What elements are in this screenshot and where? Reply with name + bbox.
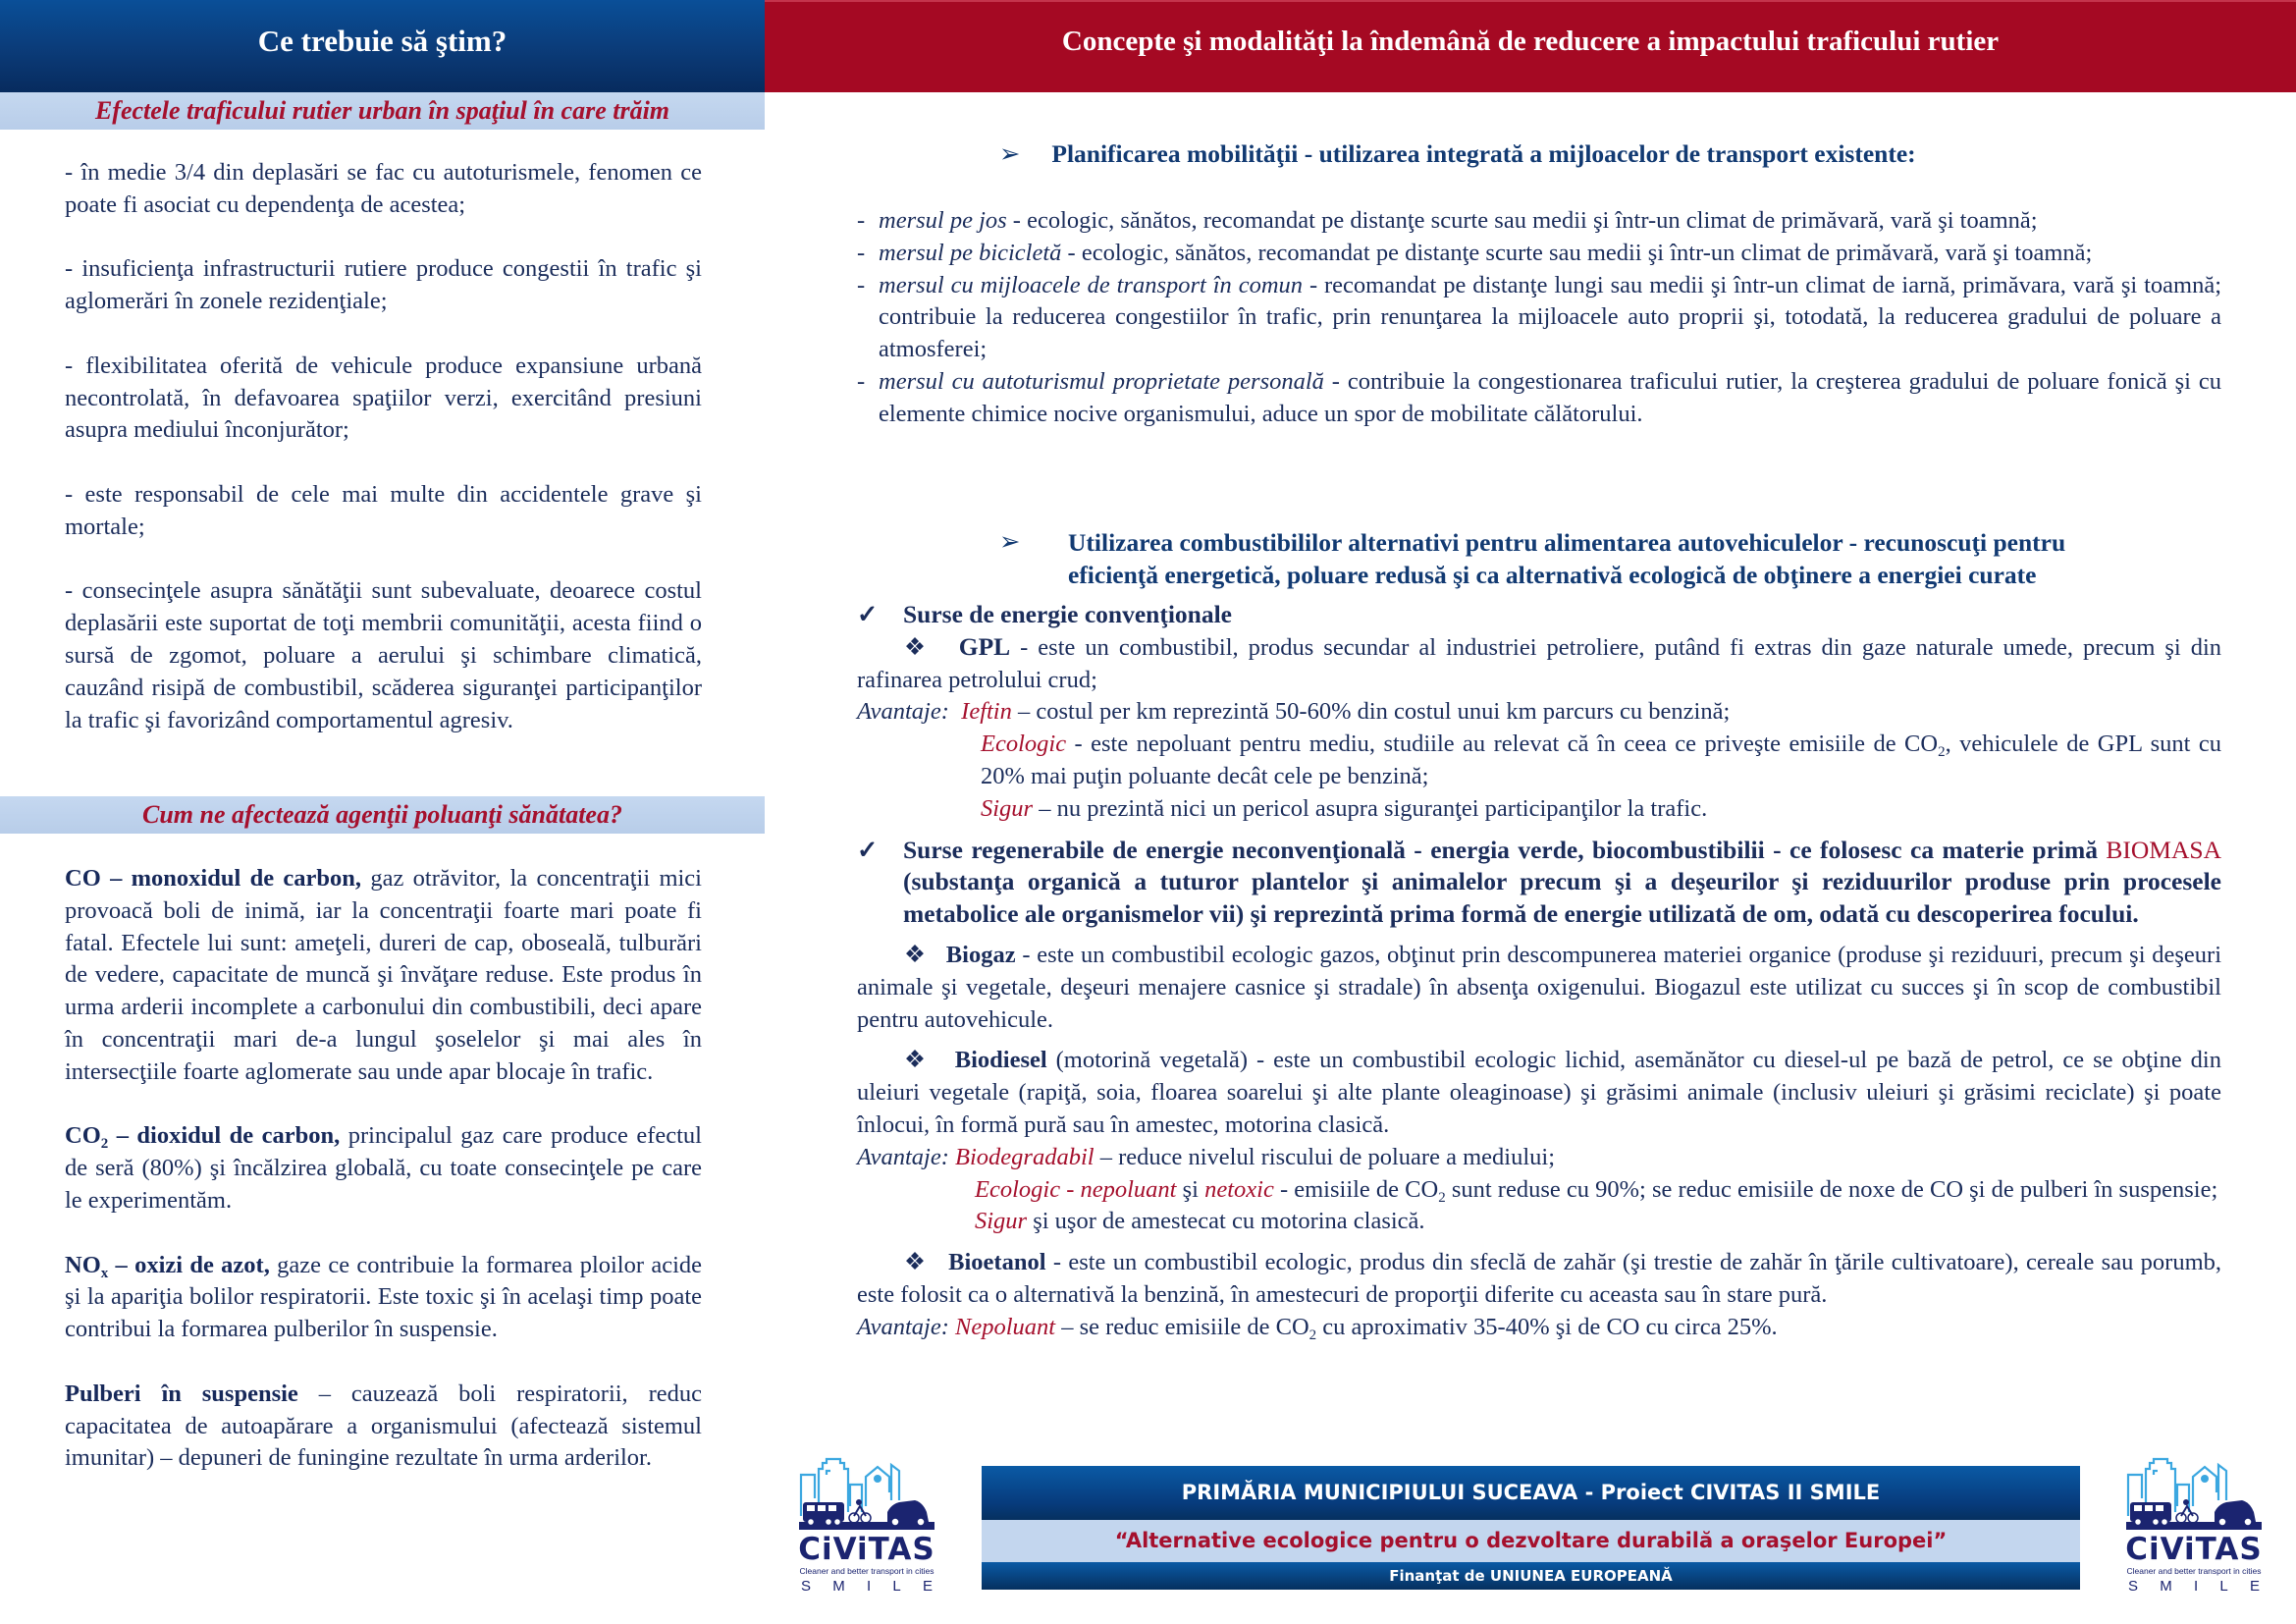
logo-wordmark: CiViTAS bbox=[798, 1532, 935, 1567]
right-header: Concepte şi modalităţi la îndemână de reducere a impactului traficului rutier bbox=[765, 0, 2296, 92]
logo-letter: L bbox=[2219, 1578, 2228, 1595]
mobility-item bbox=[857, 366, 2221, 431]
logo-letter: E bbox=[922, 1578, 933, 1595]
effect-item: - în medie 3/4 din deplasări se fac cu autoturismele, fenomen ce poate fi asociat cu dependenţa de acestea; bbox=[65, 159, 702, 218]
mobility-text: - recomandat pe distanţe lungi sau medii şi într-un climat de iarnă, primăvara, vară şi toamnă; contribuie la reducerea congestiilor în trafic, prin renunţarea la mijloacele auto proprii şi, totodată, la reducerea gradului de poluare a atmosferei; bbox=[879, 271, 2221, 363]
footer-line-slogan: “Alternative ecologice pentru o dezvoltare durabilă a oraşelor Europei” bbox=[982, 1520, 2080, 1562]
advantage-term: netoxic bbox=[1204, 1175, 1274, 1203]
arrow-bullet-icon: ➢ bbox=[999, 527, 1021, 556]
biodiesel-paragraph bbox=[857, 1045, 2221, 1141]
logo-letter: S bbox=[2128, 1578, 2139, 1595]
section-title: Planificarea mobilităţii - utilizarea integrată a mijloacelor de transport existente: bbox=[1051, 139, 1916, 168]
fuel-name: Biodiesel bbox=[954, 1047, 1047, 1074]
advantage-term: Ecologic bbox=[981, 731, 1067, 758]
section-title-line: Utilizarea combustibililor alternativi pentru alimentarea autovehiculelor - recunoscuţi pentru bbox=[1068, 528, 2066, 557]
fuel-name: Biogaz bbox=[945, 941, 1016, 968]
bioetanol-paragraph bbox=[857, 1247, 2221, 1312]
fuel-text: - este un combustibil ecologic, produs din sfeclă de zahăr (şi trestie de zahăr în ţările cultivatoare), cereale sau porumb, este folosit ca o alternativă la benzină, în amestecuri de proporţii diferite cu aceasta sau în stare pură. bbox=[857, 1249, 2222, 1308]
gpl-advantage bbox=[857, 793, 2221, 826]
section-mobility-heading bbox=[999, 139, 1916, 169]
mobility-item bbox=[857, 270, 2221, 366]
left-subheader-pollutants: Cum ne afectează agenţii poluanţi sănătatea? bbox=[0, 796, 765, 834]
arrow-bullet-icon: ➢ bbox=[999, 139, 1021, 168]
fuel-name: Bioetanol bbox=[948, 1249, 1046, 1276]
biodiesel-advantage bbox=[857, 1174, 2221, 1207]
formula-name: – oxizi de azot, bbox=[108, 1251, 270, 1278]
subscript: 2 bbox=[1938, 744, 1946, 761]
advantage-text: şi uşor de amestecat cu motorina clasică. bbox=[1027, 1208, 1425, 1235]
diamond-bullet-icon: ❖ bbox=[904, 1249, 928, 1276]
gpl-advantage bbox=[857, 729, 2221, 793]
section-fuels-heading bbox=[999, 527, 2226, 592]
pollutant-text: – cauzează boli respiratorii, reduc capacitatea de autoapărare a organismului (afectează sistemul imunitar) – depuneri de funingine rezultate în urma arderilor. bbox=[65, 1380, 702, 1472]
advantages-label: Avantaje bbox=[857, 698, 941, 726]
mobility-mode: mersul cu autoturismul proprietate personală bbox=[879, 367, 1324, 395]
advantage-term: Sigur bbox=[975, 1208, 1028, 1235]
footer-banner bbox=[982, 1466, 2080, 1590]
advantage-text: , vehiculele de GPL sunt cu 20% mai puţin poluante decât cele pe benzină; bbox=[981, 731, 2221, 789]
diamond-bullet-icon: ❖ bbox=[904, 633, 930, 661]
effect-item: - flexibilitatea oferită de vehicule produce expansiune urbană necontrolată, în defavoarea spaţiilor verzi, exercitând presiuni asupra mediului înconjurător; bbox=[65, 352, 702, 444]
logo-tagline: Cleaner and better transport in cities bbox=[2126, 1566, 2262, 1576]
logo-letter: M bbox=[832, 1578, 845, 1595]
mobility-mode: mersul pe bicicletă bbox=[879, 239, 1062, 266]
fuel-text: - este un combustibil, produs secundar al industriei petroliere, putând fi extras din gaze naturale umede, precum şi din rafinarea petrolului crud; bbox=[857, 633, 2222, 693]
fuel-text: - este un combustibil ecologic gazos, obţinut prin descompunerea materiei organice (produse şi reziduuri, precum şi deşeuri animale şi vegetale, deşeuri menajere casnice şi stradale) în absenţa oxigenului. Biogazul este utilizat cu succes şi în scop de combustibil pentru autovehicule. bbox=[857, 941, 2221, 1033]
gpl-paragraph bbox=[857, 631, 2221, 697]
left-subheader-effects: Efectele traficului rutier urban în spaţiul în care trăim bbox=[0, 92, 765, 130]
dash: - bbox=[857, 367, 866, 395]
advantage-text: – se reduc emisiile de CO bbox=[1055, 1313, 1309, 1340]
diamond-bullet-icon: ❖ bbox=[904, 941, 927, 968]
advantage-term: Nepoluant bbox=[955, 1313, 1056, 1340]
civitas-logo-left bbox=[797, 1457, 936, 1597]
advantage-text: sunt reduse cu 90%; se reduc emisiile de noxe de CO şi de pulberi în suspensie; bbox=[1445, 1175, 2218, 1203]
mobility-mode: mersul cu mijloacele de transport în comun bbox=[879, 271, 1304, 298]
mobility-item bbox=[857, 205, 2221, 238]
city-skyline-icon bbox=[2124, 1457, 2264, 1532]
formula-name: – dioxidul de carbon, bbox=[108, 1122, 341, 1150]
advantage-text: şi bbox=[1176, 1175, 1205, 1203]
renewable-heading bbox=[857, 835, 2221, 931]
fuel-name: GPL bbox=[958, 631, 1011, 661]
dash: - bbox=[857, 271, 866, 298]
logo-letter: I bbox=[866, 1578, 872, 1595]
effects-list bbox=[65, 157, 702, 736]
advantages-label: Avantaje: bbox=[857, 1143, 949, 1170]
pollutant-text: gaz otrăvitor, la concentraţii mici provoacă boli de inimă, iar la concentraţii foarte mari poate fi fatal. Efectele lui sunt: ameţeli, dureri de cap, oboseală, tulburări de vedere, capacitate de muncă şi învăţare reduse. Este produs în urma arderii incomplete a carbonului din combustibili, deci apare în concentraţii mari de-a lungul şoselelor şi mai ales în intersecţiile foarte aglomerate sau unde apar blocaje în trafic. bbox=[65, 865, 702, 1085]
pollutant-name bbox=[65, 1251, 270, 1281]
logo-smile bbox=[801, 1578, 933, 1595]
pollutant-text: principalul gaz care produce efectul de seră (80%) şi încălzirea globală, cu toate consecinţele pe care le experimentăm. bbox=[65, 1122, 702, 1214]
effect-item: - este responsabil de cele mai multe din accidentele grave şi mortale; bbox=[65, 480, 702, 540]
pollutant-name: CO – monoxidul de carbon, bbox=[65, 865, 362, 892]
logo-wordmark: CiViTAS bbox=[2125, 1532, 2263, 1567]
mobility-list bbox=[857, 205, 2221, 431]
advantage-term: Ecologic - nepoluant bbox=[975, 1175, 1177, 1203]
logo-letter: L bbox=[892, 1578, 901, 1595]
subscript: 2 bbox=[1308, 1326, 1317, 1343]
mobility-text: - ecologic, sănătos, recomandat pe distanţe scurte sau medii şi într-un climat de primăvară, vară şi toamnă; bbox=[1006, 207, 2038, 234]
section-title bbox=[1068, 527, 2226, 592]
pollutant-co bbox=[65, 863, 702, 1089]
logo-letter: E bbox=[2249, 1578, 2260, 1595]
advantage-term: Biodegradabil bbox=[955, 1143, 1095, 1170]
biodiesel-advantage bbox=[857, 1142, 2221, 1174]
advantage-text: - emisiile de CO bbox=[1273, 1175, 1439, 1203]
effect-item: - insuficienţa infrastructurii rutiere produce congestii în trafic şi aglomerări în zonele rezidenţiale; bbox=[65, 255, 702, 315]
diamond-bullet-icon: ❖ bbox=[904, 1047, 929, 1074]
advantage-text: – reduce nivelul riscului de poluare a mediului; bbox=[1094, 1143, 1555, 1170]
heading-text: (substanţa organică a tuturor plantelor şi animalelor precum şi a deşeurilor şi reziduurilor produse prin procesele metabolice ale organismelor vii) şi reprezintă prima formă de energie utilizată de om, odată cu descoperirea focului. bbox=[903, 867, 2221, 929]
fuels-body bbox=[857, 599, 2221, 1344]
left-header: Ce trebuie să ştim? bbox=[0, 0, 765, 92]
advantage-text: cu aproximativ 35-40% şi de CO cu circa 25%. bbox=[1316, 1313, 1778, 1340]
mobility-text: - contribuie la congestionarea traficului rutier, la creşterea gradului de poluare fonică şi cu elemente chimice nocive organismului, aduce un spor de mobilitate călătorului. bbox=[879, 367, 2221, 427]
conventional-heading bbox=[857, 599, 2221, 631]
subscript: 2 bbox=[100, 1136, 109, 1153]
logo-letter: M bbox=[2160, 1578, 2172, 1595]
pollutant-name: Pulberi în suspensie bbox=[65, 1380, 298, 1407]
logo-smile bbox=[2128, 1578, 2260, 1595]
advantage-term: Ieftin bbox=[961, 698, 1012, 726]
heading-text: Surse regenerabile de energie neconvenţională - energia verde, biocombustibilii - ce folosesc ca materie primă bbox=[903, 835, 2107, 864]
advantage-text: – costul per km reprezintă 50-60% din costul unui km parcurs cu benzină; bbox=[1011, 698, 1731, 726]
advantages-colon: : bbox=[940, 698, 962, 726]
section-title-line: eficienţă energetică, poluare redusă şi ca alternativă ecologică de obţinere a energiei curate bbox=[1068, 560, 2037, 589]
footer-line-funding: Finanţat de UNIUNEA EUROPEANĂ bbox=[982, 1562, 2080, 1590]
check-icon: ✓ bbox=[857, 835, 879, 864]
logo-letter: I bbox=[2193, 1578, 2199, 1595]
effect-item: - consecinţele asupra sănătăţii sunt subevaluate, deoarece costul deplasării este suportat de toţi membrii comunităţii, acesta fiind o sursă de zgomot, poluare a aerului şi schimbare climatică, cauzând risipă de combustibil, scăderea siguranţei participanţilor la trafic şi favorizând comportamentul agresiv. bbox=[65, 577, 702, 733]
mobility-item bbox=[857, 238, 2221, 270]
footer-line-municipality: PRIMĂRIA MUNICIPIULUI SUCEAVA - Proiect CIVITAS II SMILE bbox=[982, 1466, 2080, 1520]
pollutant-co2 bbox=[65, 1120, 702, 1217]
biogaz-paragraph bbox=[857, 940, 2221, 1036]
advantage-term: Sigur bbox=[981, 794, 1034, 822]
advantage-text: – nu prezintă nici un pericol asupra siguranţei participanţilor la trafic. bbox=[1033, 794, 1708, 822]
mobility-text: - ecologic, sănătos, recomandat pe distanţe scurte sau medii şi într-un climat de primăvară, vară şi toamnă; bbox=[1061, 239, 2093, 266]
fuel-text: (motorină vegetală) - este un combustibil ecologic lichid, asemănător cu diesel-ul pe bază de petrol, ce se obţine din uleiuri vegetale (rapiţă, soia, floarea soarelui şi alte plante oleaginoase) şi grăsimi animale (inclusiv uleiuri şi grăsimi reciclate) şi poate înlocui, în formă pură sau în amestec, motorina clasică. bbox=[857, 1047, 2221, 1138]
mobility-mode: mersul pe jos bbox=[879, 207, 1007, 234]
subscript: 2 bbox=[1438, 1189, 1446, 1206]
civitas-logo-right bbox=[2124, 1457, 2264, 1597]
logo-letter: S bbox=[801, 1578, 812, 1595]
biomasa-term: BIOMASA bbox=[2106, 835, 2221, 864]
pollutant-pm bbox=[65, 1379, 702, 1475]
subscript: x bbox=[100, 1265, 109, 1281]
heading-text: Surse de energie convenţionale bbox=[903, 600, 1232, 628]
pollutant-name bbox=[65, 1122, 341, 1153]
gpl-advantage bbox=[857, 696, 2221, 729]
logo-tagline: Cleaner and better transport in cities bbox=[799, 1566, 934, 1576]
dash: - bbox=[857, 239, 866, 266]
pollutants-list bbox=[65, 863, 702, 1475]
dash: - bbox=[857, 207, 866, 234]
formula: NO bbox=[65, 1251, 101, 1278]
pollutant-nox bbox=[65, 1250, 702, 1346]
advantage-text: - este nepoluant pentru mediu, studiile au relevat că în ceea ce priveşte emisiile de CO bbox=[1066, 731, 1939, 758]
biodiesel-advantage bbox=[857, 1206, 2221, 1238]
formula: CO bbox=[65, 1122, 101, 1150]
advantages-label: Avantaje: bbox=[857, 1313, 949, 1340]
pollutant-text: gaze ce contribuie la formarea ploilor acide şi la apariţia bolilor respiratorii. Este toxic şi în acelaşi timp poate contribui la formarea pulberilor în suspensie. bbox=[65, 1251, 703, 1343]
check-icon: ✓ bbox=[857, 600, 879, 628]
city-skyline-icon bbox=[797, 1457, 936, 1532]
bioetanol-advantage bbox=[857, 1312, 2221, 1344]
